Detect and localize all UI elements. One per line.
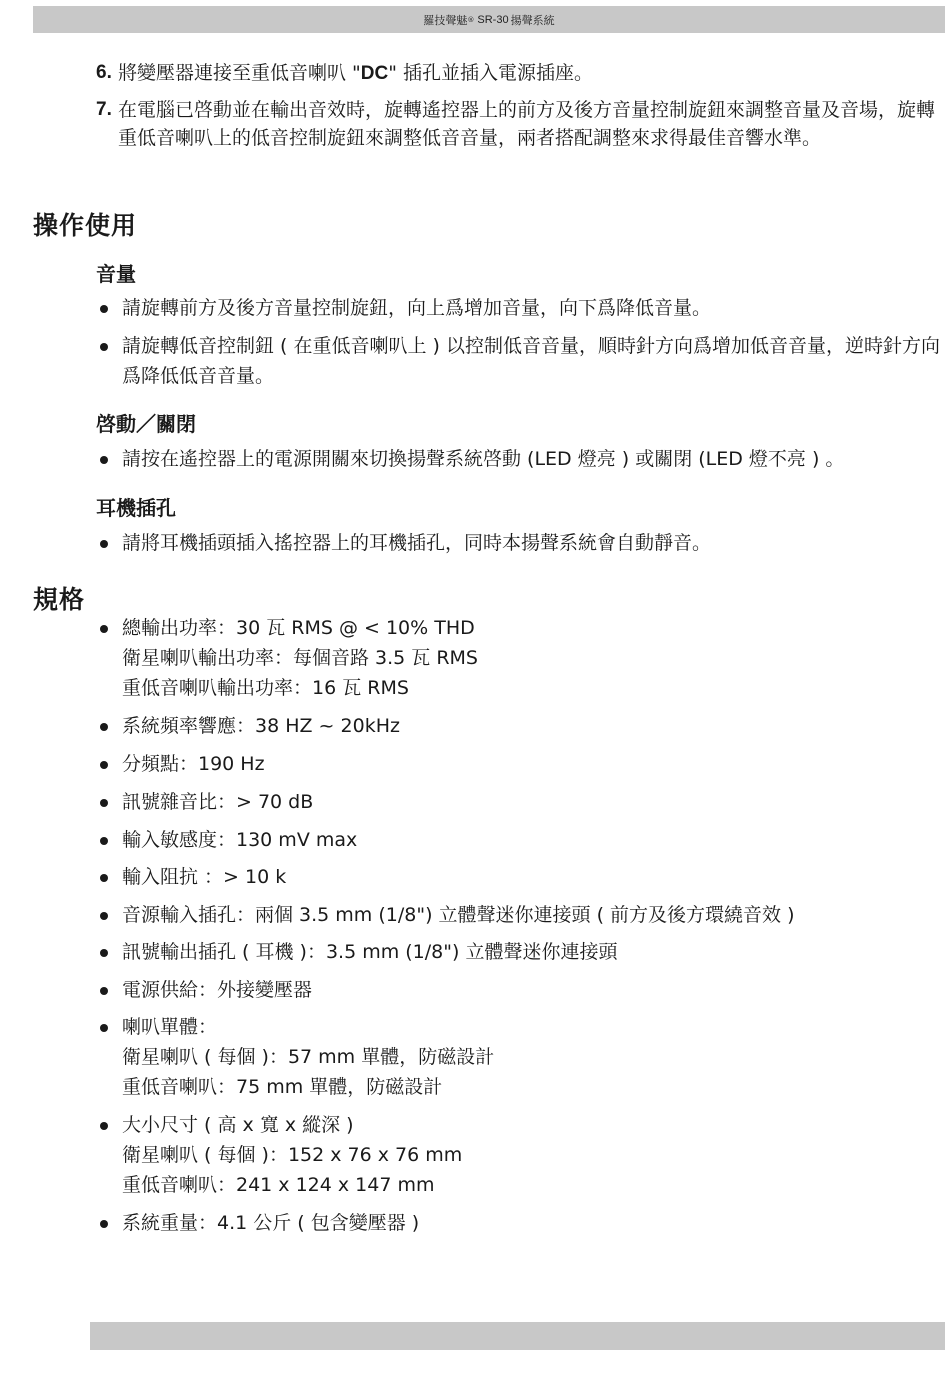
subsection-title-headphone: 耳機插孔 bbox=[96, 496, 176, 520]
list-item: 請旋轉低音控制鈕 ( 在重低音喇叭上 ) 以控制低音音量，順時針方向爲增加低音音量，逆時針方向爲降低低音音量。 bbox=[96, 331, 948, 391]
spec-item: 系統重量：4.1 公斤 ( 包含變壓器 ) bbox=[96, 1208, 948, 1238]
subsection-title-power: 啓動／關閉 bbox=[96, 412, 196, 436]
spec-item: 系統頻率響應：38 HZ ~ 20kHz bbox=[96, 711, 948, 741]
section-title-operation: 操作使用 bbox=[33, 211, 138, 240]
bullet-dot bbox=[100, 343, 108, 351]
list-item: 請將耳機插頭插入搖控器上的耳機插孔，同時本揚聲系統會自動靜音。 bbox=[96, 528, 948, 558]
header-brand: 羅技聲魅 bbox=[423, 13, 468, 27]
bullet-dot bbox=[100, 912, 108, 920]
list-item: 請旋轉前方及後方音量控制旋鈕，向上爲增加音量，向下爲降低音量。 bbox=[96, 293, 948, 323]
spec-item: 訊號雜音比：> 70 dB bbox=[96, 787, 948, 817]
spec-item: 電源供給：外接變壓器 bbox=[96, 975, 948, 1005]
step-6 bbox=[96, 59, 948, 88]
step-number: 7. bbox=[96, 99, 112, 120]
spec-item: 分頻點：190 Hz bbox=[96, 749, 948, 779]
bullet-dot bbox=[100, 456, 108, 464]
step-text: 在電腦已啓動並在輸出音效時，旋轉遙控器上的前方及後方音量控制旋鈕來調整音量及音場，旋轉重低音喇叭上的低音控制旋鈕來調整低音音量，兩者搭配調整來求得最佳音響水準。 bbox=[118, 99, 936, 149]
bullet-dot bbox=[100, 1122, 108, 1130]
bullet-dot bbox=[100, 1024, 108, 1032]
spec-item: 訊號輸出插孔 ( 耳機 )：3.5 mm (1/8") 立體聲迷你連接頭 bbox=[96, 937, 948, 967]
step-7 bbox=[96, 96, 948, 152]
bullet-dot bbox=[100, 723, 108, 731]
bullet-dot bbox=[100, 305, 108, 313]
list-item: 請按在遙控器上的電源開關來切換揚聲系統啓動 (LED 燈亮 ) 或關閉 (LED 燈不亮 ) 。 bbox=[96, 444, 948, 474]
bullet-dot bbox=[100, 625, 108, 633]
bullet-dot bbox=[100, 987, 108, 995]
bullet-dot bbox=[100, 874, 108, 882]
page-footer-bar bbox=[90, 1322, 945, 1350]
spec-item: 音源輸入插孔：兩個 3.5 mm (1/8") 立體聲迷你連接頭 ( 前方及後方環繞音效 ) bbox=[96, 900, 948, 930]
bullet-dot bbox=[100, 761, 108, 769]
bullet-dot bbox=[100, 837, 108, 845]
bullet-dot bbox=[100, 1220, 108, 1228]
section-title-specs: 規格 bbox=[33, 585, 86, 614]
registered-mark: ® bbox=[467, 15, 475, 24]
header-model: SR-30 bbox=[477, 13, 509, 26]
bullet-dot bbox=[100, 799, 108, 807]
spec-item: 輸入阻抗 ：> 10 k bbox=[96, 862, 948, 892]
bullet-dot bbox=[100, 540, 108, 548]
spec-item: 總輸出功率：30 瓦 RMS @ < 10% THD 衛星喇叭輸出功率：每個音路 3.5 瓦 RMS 重低音喇叭輸出功率：16 瓦 RMS bbox=[96, 613, 948, 703]
spec-item: 喇叭單體： 衛星喇叭 ( 每個 )：57 mm 單體，防磁設計 重低音喇叭：75 mm 單體，防磁設計 bbox=[96, 1012, 948, 1102]
page-header bbox=[33, 6, 945, 33]
step-text: 將變壓器連接至重低音喇叭 "DC" 插孔並插入電源插座。 bbox=[118, 62, 594, 84]
step-number: 6. bbox=[96, 62, 112, 83]
spec-item: 大小尺寸 ( 高 x 寬 x 縱深 ) 衛星喇叭 ( 每個 )：152 x 76 x 76 mm 重低音喇叭：241 x 124 x 147 mm bbox=[96, 1110, 948, 1200]
subsection-title-volume: 音量 bbox=[96, 262, 136, 286]
bullet-dot bbox=[100, 949, 108, 957]
spec-item: 輸入敏感度：130 mV max bbox=[96, 825, 948, 855]
header-suffix: 揚聲系統 bbox=[510, 13, 555, 27]
